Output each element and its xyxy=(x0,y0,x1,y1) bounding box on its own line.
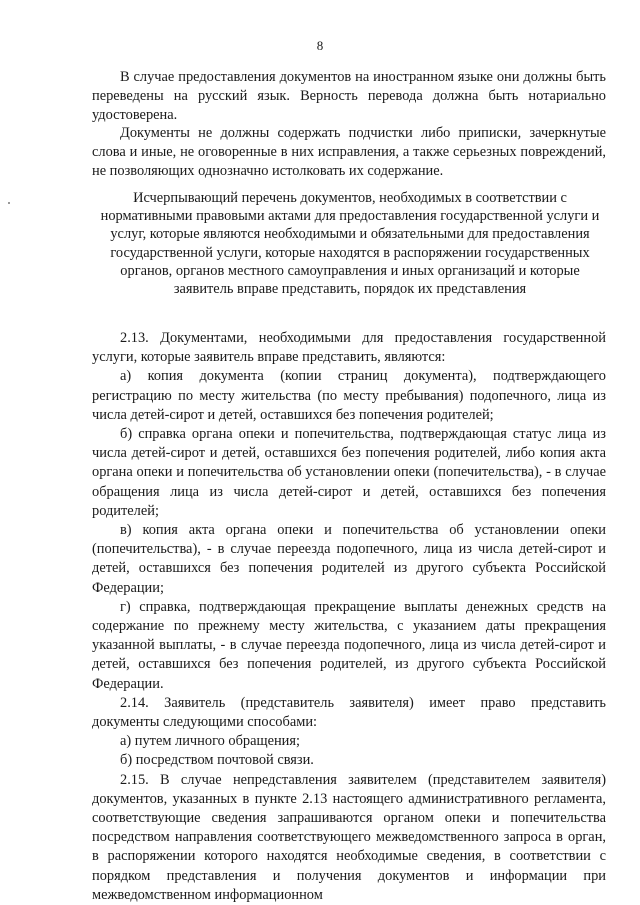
page-number: 8 xyxy=(316,38,324,53)
list-item-personal: а) путем личного обращения; xyxy=(120,733,300,750)
paragraph-2-15: 2.15. В случае непредставления заявителем (представителем заявителя) документов, указанных в пункте 2.13 настоящего административного регламента, соответствующие сведения запрашиваются органом опеки и попечительства посредством направления соответствующего межведомственного запроса в орган, в распоряжении которого находятся необходимые сведения, в соответствии с порядком представления и получения документов и информации при межведомственном информационном xyxy=(92,771,606,903)
paragraph-2-14: 2.14. Заявитель (представитель заявителя) имеет право представить документы следующими способами: xyxy=(92,694,606,731)
paragraph-2-13: 2.13. Документами, необходимыми для предоставления государственной услуги, которые заявитель вправе представить, являются: xyxy=(92,330,606,366)
paragraph-foreign-language xyxy=(92,68,606,126)
paragraph: Документы не должны содержать подчистки либо приписки, зачеркнутые слова и иные, не оговоренные в них исправления, а также серьезных повреждений, не позволяющих однозначно истолковать их содержание. xyxy=(92,125,606,180)
paragraph-no-corrections xyxy=(92,124,606,182)
section-body xyxy=(92,329,606,905)
list-item-v: в) копия акта органа опеки и попечительства об установлении опеки (попечительства), - в случае переезда подопечного, лица из числа детей-сирот и детей, оставшихся без попечения родителей из другого субъекта Российской Федерации; xyxy=(92,522,606,596)
list-item-g: г) справка, подтверждающая прекращение выплаты денежных средств на содержание по прежнему месту жительства, с указанием даты прекращения указанной выплаты, - в случае переезда подопечного, лица из числа детей-сирот и детей, оставшихся без попечения родителей, из другого субъекта Российской Федерации. xyxy=(92,598,606,692)
list-item-a: а) копия документа (копии страниц документа), подтверждающего регистрацию по месту жительства (по месту пребывания) подопечного, лица из числа детей-сирот и детей, оставшихся без попечения родителей; xyxy=(92,368,606,423)
section-heading: Исчерпывающий перечень документов, необходимых в соответствии с нормативными правовыми актами для предоставления государственной услуги и услуг, которые являются необходимыми и обязательными для предоставления государственной услуги, которые находятся в распоряжении государственных органов, органов местного самоуправления и иных организаций и которые заявитель вправе представить, порядок их представления xyxy=(100,190,600,298)
paragraph: В случае предоставления документов на иностранном языке они должны быть переведены на русский язык. Верность перевода должна быть нотариально удостоверена. xyxy=(92,69,606,124)
scan-speck xyxy=(8,202,10,204)
list-item-post: б) посредством почтовой связи. xyxy=(120,752,314,769)
list-item-b: б) справка органа опеки и попечительства, подтверждающая статус лица из числа детей-сирот и детей, оставшихся без попечения родителей, либо копия акта органа опеки и попечительства об установлении опеки (попечительства), - в случае обращения лица из числа детей-сирот и детей, оставшихся без попечения родителей; xyxy=(92,426,606,519)
